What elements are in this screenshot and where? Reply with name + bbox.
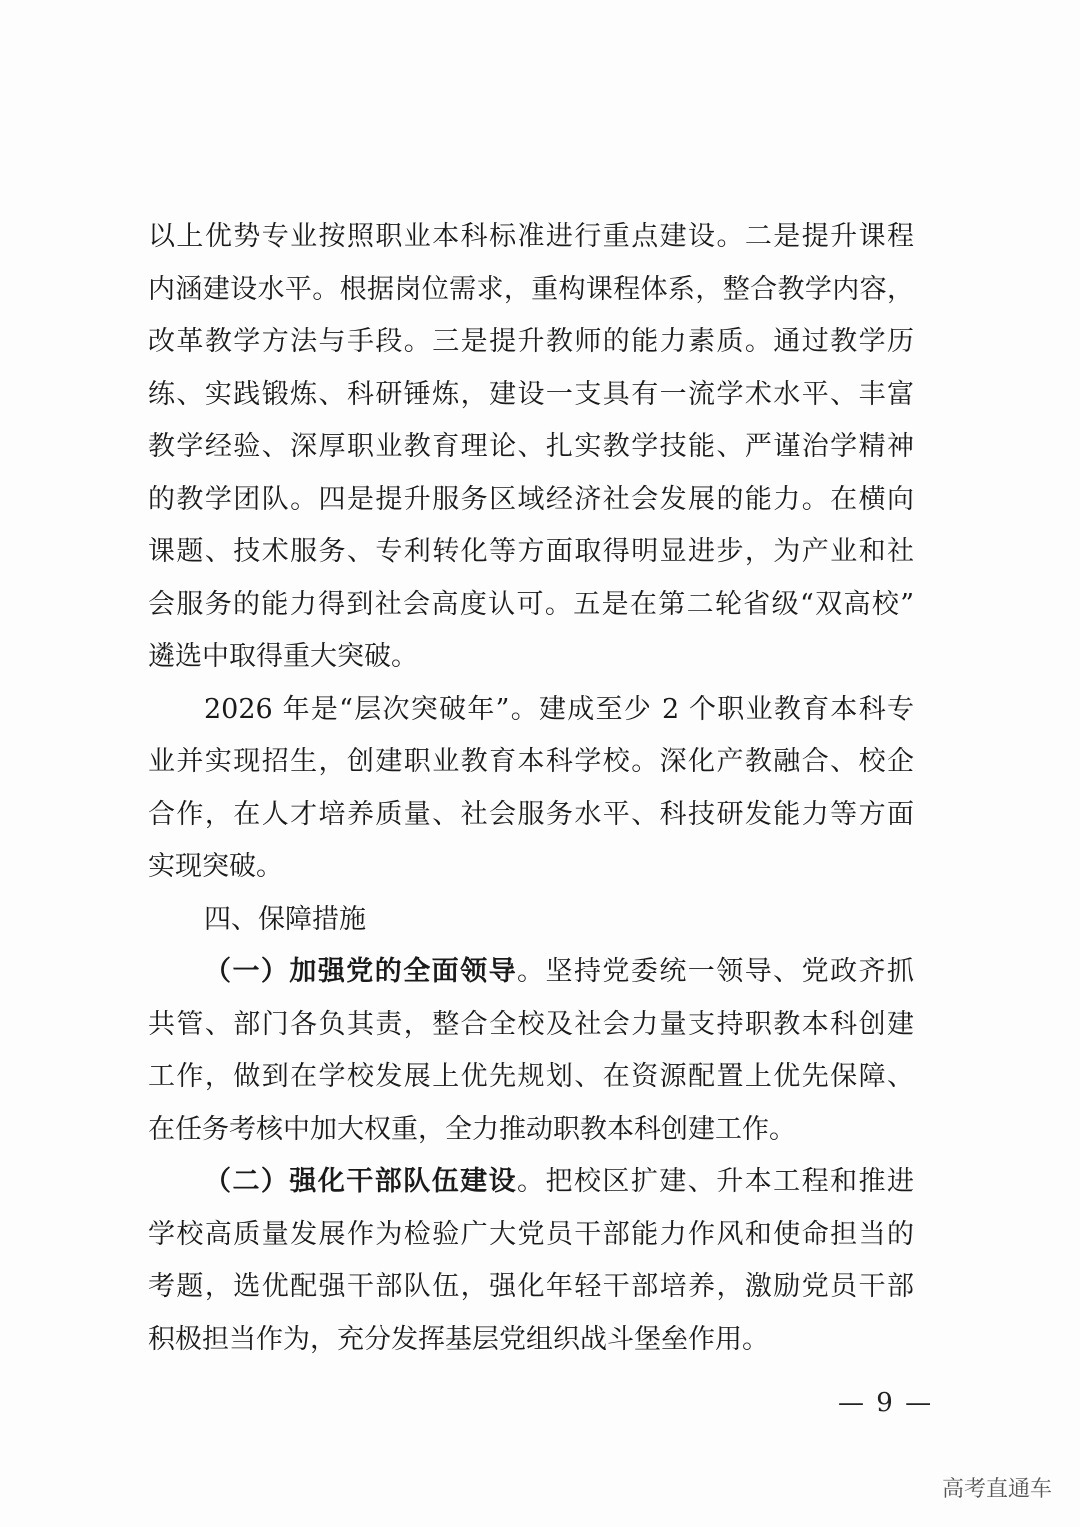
line-text: 遴选中取得重大突破。 — [148, 641, 418, 672]
line-text: 教学经验、深厚职业教育理论、扎实教学技能、严谨治学精神 — [148, 431, 914, 462]
page-number: — 9 — — [838, 1388, 934, 1418]
text-line — [148, 421, 914, 474]
text-line — [148, 999, 914, 1052]
line-text: 2026 年是“层次突破年”。建成至少 2 个职业教育本科专 — [204, 693, 914, 725]
subsection-title: （一）加强党的全面领导 — [204, 956, 518, 987]
text-line — [148, 474, 914, 527]
text-line — [148, 316, 914, 369]
text-line — [148, 1261, 914, 1314]
text-line — [148, 264, 914, 317]
section-heading — [148, 894, 914, 947]
text-line — [148, 1314, 914, 1367]
line-text: 内涵建设水平。根据岗位需求，重构课程体系，整合教学内容， — [148, 273, 914, 305]
line-text: 积极担当作为，充分发挥基层党组织战斗堡垒作用。 — [148, 1323, 769, 1355]
watermark: 高考直通车 — [942, 1477, 1053, 1502]
text-line — [148, 211, 914, 264]
line-text: 共管、部门各负其责，整合全校及社会力量支持职教本科创建 — [148, 1008, 914, 1040]
line-text: 四、保障措施 — [204, 903, 366, 935]
line-text: 合作，在人才培养质量、社会服务水平、科技研发能力等方面 — [148, 798, 914, 830]
line-text: 练、实践锻炼、科研锤炼，建设一支具有一流学术水平、丰富 — [148, 378, 914, 410]
line-text: 课题、技术服务、专利转化等方面取得明显进步，为产业和社 — [148, 536, 914, 567]
text-line — [148, 579, 914, 632]
line-text: 会服务的能力得到社会高度认可。五是在第二轮省级“双高校” — [148, 588, 914, 620]
line-text: 改革教学方法与手段。三是提升教师的能力素质。通过教学历 — [148, 326, 914, 357]
text-line — [148, 526, 914, 579]
line-text: 实现突破。 — [148, 851, 283, 882]
line-text: 在任务考核中加大权重，全力推动职教本科创建工作。 — [148, 1113, 796, 1145]
line-text: 学校高质量发展作为检验广大党员干部能力作风和使命担当的 — [148, 1218, 914, 1250]
line-text: 的教学团队。四是提升服务区域经济社会发展的能力。在横向 — [148, 483, 914, 515]
line-text: 。把校区扩建、升本工程和推进 — [517, 1166, 915, 1197]
text-line — [148, 631, 914, 684]
text-line — [148, 946, 914, 999]
line-text: 。坚持党委统一领导、党政齐抓 — [517, 956, 915, 987]
line-text: 以上优势专业按照职业本科标准进行重点建设。二是提升课程 — [148, 221, 914, 252]
text-line — [148, 736, 914, 789]
line-text: 业并实现招生，创建职业教育本科学校。深化产教融合、校企 — [148, 746, 914, 777]
text-line — [148, 1156, 914, 1209]
text-line — [148, 789, 914, 842]
line-text: 工作，做到在学校发展上优先规划、在资源配置上优先保障、 — [148, 1061, 914, 1092]
text-line — [148, 684, 914, 737]
subsection-title: （二）强化干部队伍建设 — [204, 1166, 518, 1197]
text-line — [148, 369, 914, 422]
text-line — [148, 841, 914, 894]
text-line — [148, 1051, 914, 1104]
line-text: 考题，选优配强干部队伍，强化年轻干部培养，激励党员干部 — [148, 1271, 914, 1302]
text-line — [148, 1104, 914, 1157]
text-line — [148, 1209, 914, 1262]
document-body — [148, 211, 914, 1366]
